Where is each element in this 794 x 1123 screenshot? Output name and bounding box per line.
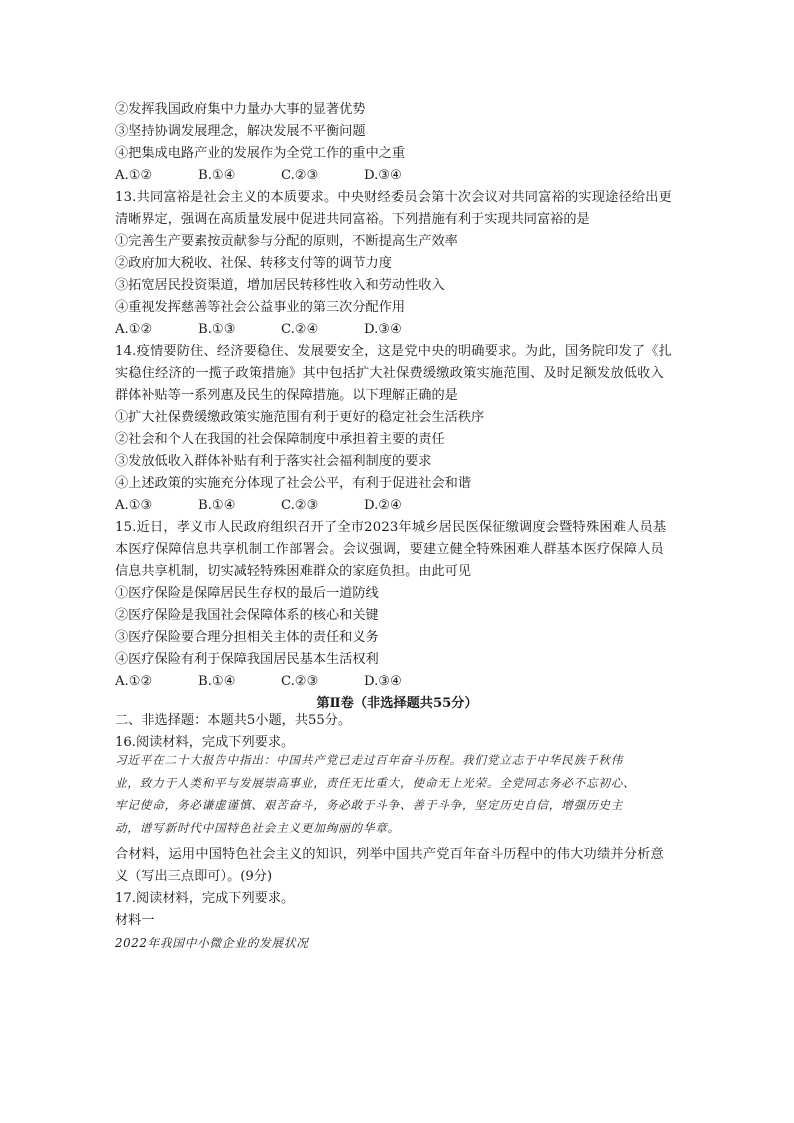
q14-option-c: C.②③	[281, 498, 319, 513]
q14-item-1: ①扩大社保费缓缴政策实施范围有利于更好的稳定社会生活秩序	[115, 410, 485, 425]
q14-stem-line-1: 14.疫情要防住、经济要稳住、发展要安全，这是党中央的明确要求。为此，国务院印发了《扎	[115, 344, 673, 359]
q13-option-d: D.③④	[364, 322, 402, 337]
q15-item-1: ①医疗保险是保障居民生存权的最后一道防线	[115, 586, 379, 601]
q17-intro: 17.阅读材料，完成下列要求。	[115, 891, 295, 906]
q14-option-a: A.①③	[115, 498, 153, 513]
q15-stem-line-3: 信息共享机制，切实减轻特殊困难群众的家庭负担。由此可见	[115, 564, 472, 579]
q13-item-1: ①完善生产要素按贡献参与分配的原则，不断提高生产效率	[115, 234, 458, 249]
q15-option-c: C.②③	[281, 674, 319, 689]
q15-item-4: ④医疗保险有利于保障我国居民基本生活权利	[115, 652, 379, 667]
q15-option-a: A.①②	[115, 674, 153, 689]
q16-quote-line-2: 业，致力于人类和平与发展崇高事业，责任无比重大，使命无上光荣。全党同志务必不忘初心、	[115, 775, 636, 790]
q17-chart-caption: 2022年我国中小微企业的发展状况	[115, 936, 309, 950]
q13-stem-line-2: 清晰界定，强调在高质量发展中促进共同富裕。下列措施有利于实现共同富裕的是	[115, 212, 590, 227]
q14-option-d: D.②④	[364, 498, 402, 513]
q14-item-4: ④上述政策的实施充分体现了社会公平，有利于促进社会和谐	[115, 476, 472, 491]
q15-item-2: ②医疗保险是我国社会保障体系的核心和关键	[115, 608, 379, 623]
part2-section-heading: 二、非选择题：本题共5小题，共55分。	[115, 713, 352, 728]
part2-title: 第Ⅱ卷（非选择题共55分）	[316, 696, 478, 711]
q15-stem-line-2: 本医疗保障信息共享机制工作部署会。会议强调，要建立健全特殊困难人群基本医疗保障人员	[115, 542, 664, 557]
q12-item-3: ③坚持协调发展理念，解决发展不平衡问题	[115, 124, 366, 139]
q12-option-d: D.③④	[364, 168, 402, 183]
q12-option-b: B.①④	[198, 168, 236, 183]
q14-options	[115, 497, 447, 515]
q13-options	[115, 321, 447, 339]
q13-option-a: A.①②	[115, 322, 153, 337]
q16-quote-line-4: 动，谱写新时代中国特色社会主义更加绚丽的华章。	[115, 820, 401, 835]
q12-item-2: ②发挥我国政府集中力量办大事的显著优势	[115, 102, 366, 117]
q16-task-line-1: 合材料，运用中国特色社会主义的知识，列举中国共产党百年奋斗历程中的伟大功绩并分析意	[115, 847, 664, 862]
q15-stem-line-1: 15.近日，孝义市人民政府组织召开了全市2023年城乡居民医保征缴调度会暨特殊困难人员基	[115, 520, 667, 535]
q14-stem-line-2: 实稳住经济的一揽子政策措施》其中包括扩大社保费缓缴政策实施范围、及时足额发放低收入	[115, 366, 664, 381]
q14-stem-line-3: 群体补贴等一系列惠及民生的保障措施。以下理解正确的是	[115, 388, 458, 403]
q17-material-label: 材料一	[115, 913, 155, 928]
q15-option-d: D.③④	[364, 674, 402, 689]
q13-item-2: ②政府加大税收、社保、转移支付等的调节力度	[115, 256, 392, 271]
q16-task-line-2: 义（写出三点即可）。(9分)	[115, 869, 273, 884]
q13-option-b: B.①③	[198, 322, 236, 337]
q15-options	[115, 673, 447, 691]
q14-item-3: ③发放低收入群体补贴有利于落实社会福利制度的要求	[115, 454, 432, 469]
q13-option-c: C.②④	[281, 322, 319, 337]
q16-intro: 16.阅读材料，完成下列要求。	[115, 735, 295, 750]
q12-option-c: C.②③	[281, 168, 319, 183]
q13-item-4: ④重视发挥慈善等社会公益事业的第三次分配作用	[115, 300, 406, 315]
q14-item-2: ②社会和个人在我国的社会保障制度中承担着主要的责任	[115, 432, 445, 447]
q15-item-3: ③医疗保险要合理分担相关主体的责任和义务	[115, 630, 379, 645]
q12-item-4: ④把集成电路产业的发展作为全党工作的重中之重	[115, 146, 406, 161]
q14-option-b: B.①④	[198, 498, 236, 513]
q13-stem-line-1: 13.共同富裕是社会主义的本质要求。中央财经委员会第十次会议对共同富裕的实现途径给出更	[115, 190, 673, 205]
q15-option-b: B.①④	[198, 674, 236, 689]
q12-options	[115, 167, 447, 185]
q13-item-3: ③拓宽居民投资渠道，增加居民转移性收入和劳动性收入	[115, 278, 445, 293]
q16-quote-line-3: 牢记使命，务必谦虚谨慎、艰苦奋斗，务必敢于斗争、善于斗争，坚定历史自信，增强历史主	[115, 798, 624, 812]
q12-option-a: A.①②	[115, 168, 153, 183]
q16-quote	[115, 749, 685, 839]
q16-quote-line-1: 习近平在二十大报告中指出：中国共产党已走过百年奋斗历程。我们党立志于中华民族千秋伟	[115, 753, 624, 767]
